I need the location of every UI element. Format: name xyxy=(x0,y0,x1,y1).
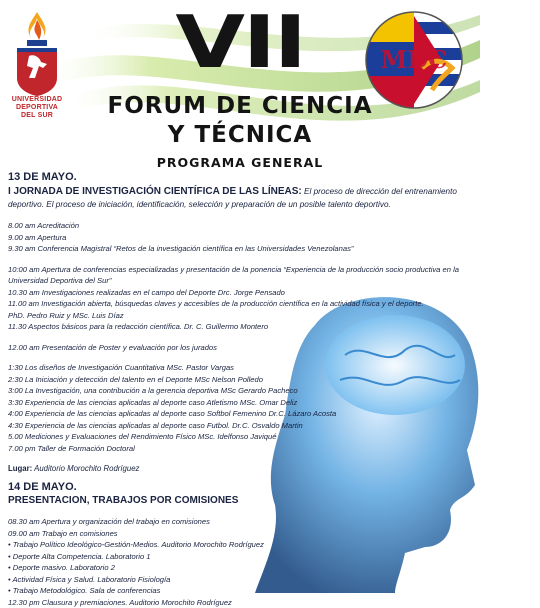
schedule-line: 10.30 am Investigaciones realizadas en el campo del Deporte Drc. Jorge Pensado xyxy=(8,287,472,299)
schedule-line: 9.00 am Apertura xyxy=(8,232,472,244)
schedule-line: • Trabajo Metodológico. Sala de conferencias xyxy=(8,585,472,597)
schedule-line: 5.00 Mediciones y Evaluaciones del Rendimiento Físico MSc. Idelfonso Javiqué xyxy=(8,431,472,443)
page-subtitle: PROGRAMA GENERAL xyxy=(0,155,480,170)
schedule-line: 2:30 La Iniciación y detección del talento en el Deporte MSc Nelson Polledo xyxy=(8,374,472,386)
logo-line-1: UNIVERSIDAD xyxy=(6,96,68,104)
schedule-line: • Deporte masivo. Laboratorio 2 xyxy=(8,562,472,574)
logo-line-3: DEL SUR xyxy=(6,112,68,120)
schedule-line: • Deporte Alta Competencia. Laboratorio 1 xyxy=(8,551,472,563)
schedule-line: 9.30 am Conferencia Magistral “Retos de la investigación científica en las Universidades Venezolanas” xyxy=(8,243,472,255)
day2-headline: PRESENTACION, TRABAJOS POR COMISIONES xyxy=(8,494,472,507)
schedule-line: 8.00 am Acreditación xyxy=(8,220,472,232)
schedule-line: 10:00 am Apertura de conferencias especializadas y presentación de la ponencia “Experiencia de la producción socio productiva en la Universidad Deportiva del Sur” xyxy=(8,264,472,287)
schedule-line: 11.30 Aspectos básicos para la redacción científica. Dr. C. Guillermo Montero xyxy=(8,321,472,333)
day1-venue xyxy=(8,463,472,474)
schedule-line: 3:30 Experiencia de las ciencias aplicadas al deporte caso Atletismo MSc. Omar Deliz xyxy=(8,397,472,409)
page-title xyxy=(0,92,480,150)
venue-label: Lugar: xyxy=(8,464,32,473)
venue-value: Auditorio Morochito Rodríguez xyxy=(32,464,139,473)
day2-date: 14 DE MAYO. xyxy=(8,480,472,494)
day1-block-2 xyxy=(8,264,472,333)
schedule-line: 7.00 pm Taller de Formación Doctoral xyxy=(8,443,472,455)
schedule-line: 4:00 Experiencia de las ciencias aplicadas al deporte caso Softbol Femenino Dr.C. Lázaro Acosta xyxy=(8,408,472,420)
schedule-line: • Actividad Física y Salud. Laboratorio Fisiología xyxy=(8,574,472,586)
day1-headline xyxy=(8,185,472,211)
day1-block-3 xyxy=(8,342,472,354)
schedule-line: 09.00 am Trabajo en comisiones xyxy=(8,528,472,540)
schedule-line: 12.00 am Presentación de Poster y evaluación por los jurados xyxy=(8,342,472,354)
title-line-2: Y TÉCNICA xyxy=(0,121,480,150)
day1-block-4 xyxy=(8,362,472,454)
day1-headline-bold: I JORNADA DE INVESTIGACIÓN CIENTÍFICA DE LAS LÍNEAS: xyxy=(8,186,302,197)
schedule-line: • Trabajo Político Ideológico-Gestión-Medios. Auditorio Morochito Rodríguez xyxy=(8,539,472,551)
title-line-1: FORUM DE CIENCIA xyxy=(0,92,480,121)
emblem-text: MDC xyxy=(381,45,447,74)
schedule-line: 1:30 Los diseños de Investigación Cuantitativa MSc. Pastor Vargas xyxy=(8,362,472,374)
program-content xyxy=(8,170,472,608)
day2-block xyxy=(8,516,472,608)
schedule-line: PhD. Pedro Ruiz y MSc. Luis Díaz xyxy=(8,310,472,322)
schedule-line: 11.00 am Investigación abierta, búsquedas claves y accesibles de la producción científica en la actividad física y el deporte. xyxy=(8,298,472,310)
day1-block-1 xyxy=(8,220,472,255)
edition-number: VII xyxy=(0,2,540,82)
day1-headline-italic: El proceso de dirección del entrenamiento deportivo. El proceso de iniciación, identificación, selección y preparación de un posible talento deportivo. xyxy=(8,187,457,209)
schedule-line: 12.30 pm Clausura y premiaciones. Auditorio Morochito Rodríguez xyxy=(8,597,472,608)
schedule-line: 4:30 Experiencia de las ciencias aplicadas al deporte caso Futbol. Dr.C. Osvaldo Martin xyxy=(8,420,472,432)
schedule-line: 3:00 La Investigación, una contribución a la gerencia deportiva MSc Gerardo Pacheco xyxy=(8,385,472,397)
schedule-line: 08.30 am Apertura y organización del trabajo en comisiones xyxy=(8,516,472,528)
day1-date: 13 DE MAYO. xyxy=(8,170,472,184)
logo-line-2: DEPORTIVA xyxy=(6,104,68,112)
